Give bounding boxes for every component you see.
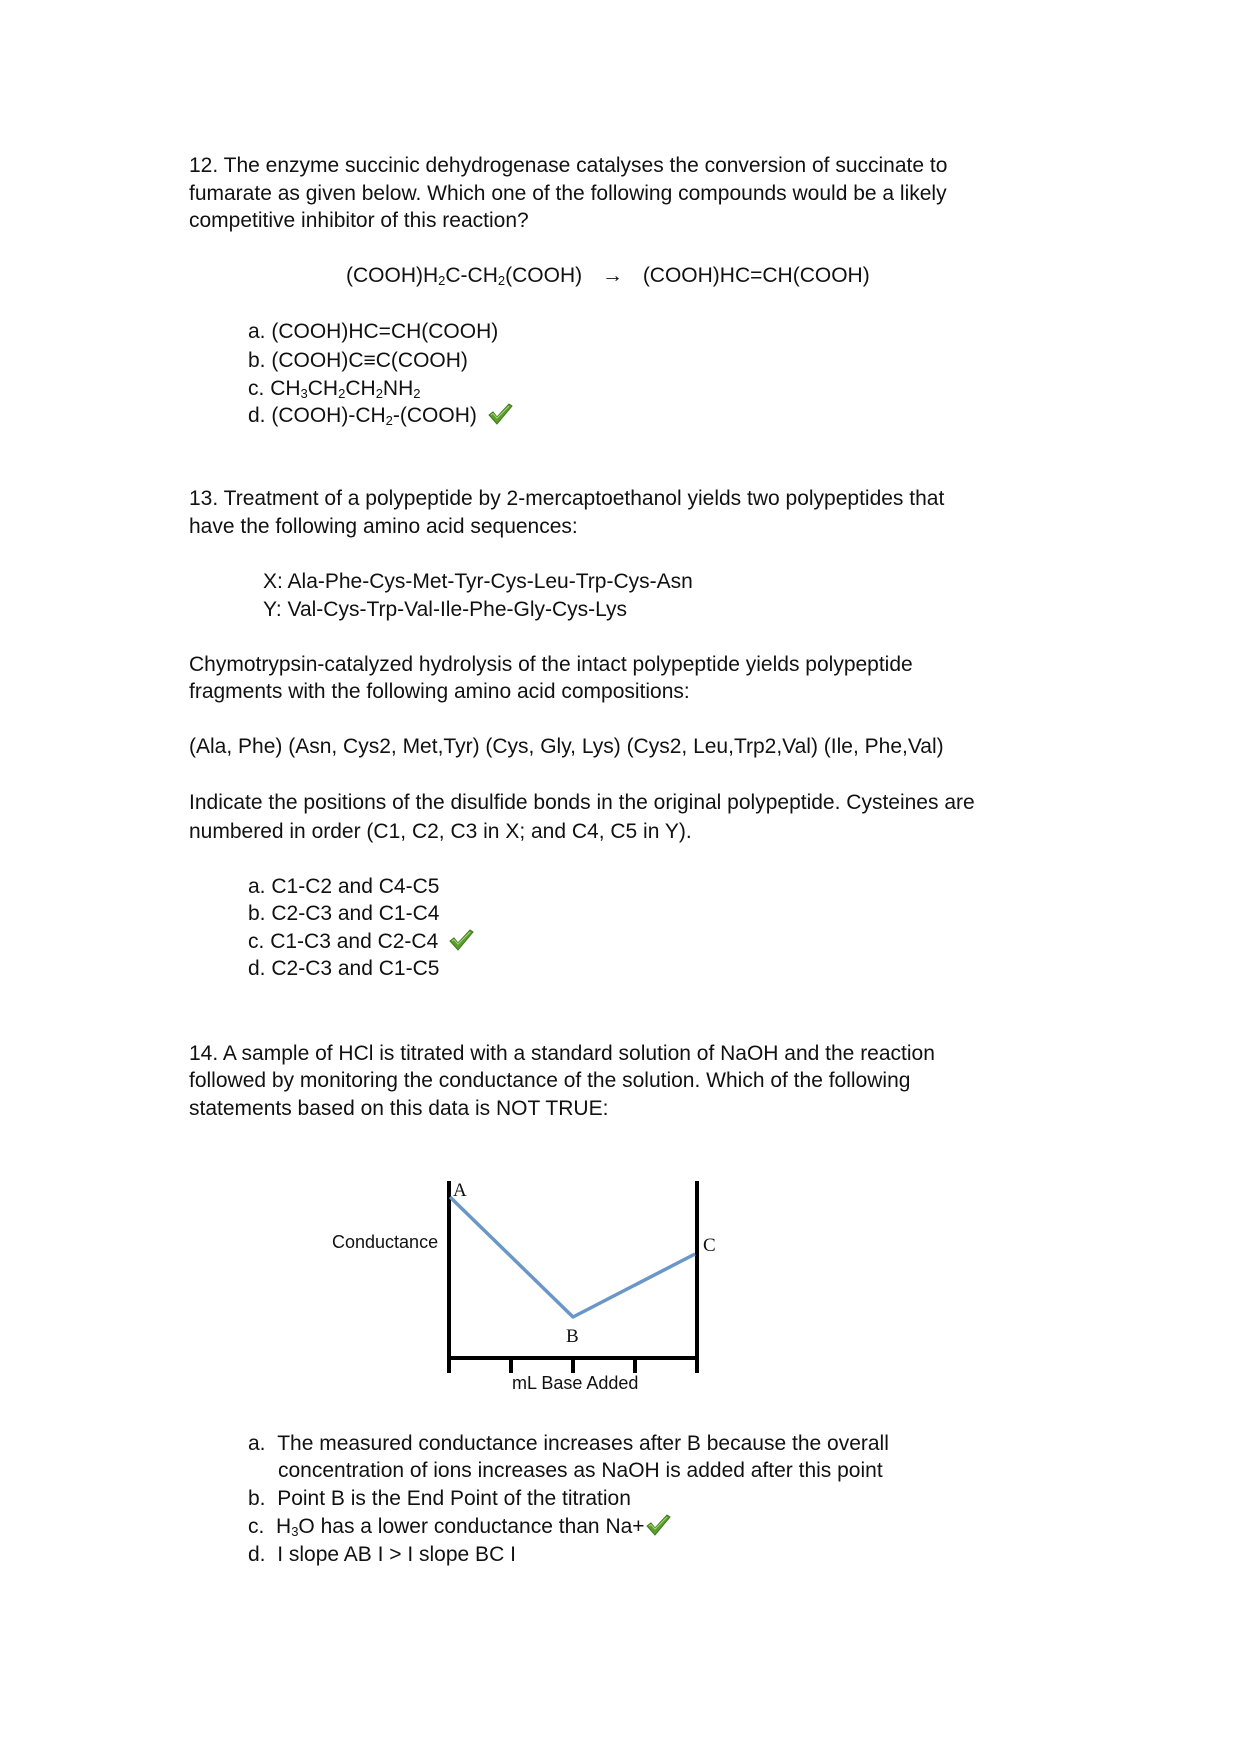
q12-option-a[interactable]: a. (COOH)HC=CH(COOH) xyxy=(248,320,499,343)
q13-fragments: (Ala, Phe) (Asn, Cys2, Met,Tyr) (Cys, Gly, Lys) (Cys2, Leu,Trp2,Val) (Ile, Phe,Val) xyxy=(189,735,944,758)
q14-text-line-1: 14. A sample of HCl is titrated with a standard solution of NaOH and the reaction xyxy=(189,1042,935,1065)
q13-option-b[interactable]: b. C2-C3 and C1-C4 xyxy=(248,902,440,925)
checkmark-icon xyxy=(448,928,474,952)
q12-option-c[interactable]: c. $CH_3CH_2CH_2NH_2$ xyxy=(248,377,421,401)
q14-option-d[interactable]: d. I slope AB I > I slope BC I xyxy=(248,1543,516,1566)
q14-option-a[interactable]: a. The measured conductance increases after B because the overall xyxy=(248,1432,889,1455)
q12-reaction-equation: $(COOH)H_2C-CH_2(COOH)$ → (COOH)HC=CH(COOH) xyxy=(346,264,870,288)
conductance-curve xyxy=(450,1197,695,1317)
q14-text-line-3: statements based on this data is NOT TRUE: xyxy=(189,1097,609,1120)
point-b-label: B xyxy=(566,1326,579,1347)
q13-indicate-line-1: Indicate the positions of the disulfide bonds in the original polypeptide. Cysteines are xyxy=(189,791,975,814)
q13-chymo-line-1: Chymotrypsin-catalyzed hydrolysis of the intact polypeptide yields polypeptide xyxy=(189,653,913,676)
checkmark-icon xyxy=(487,402,513,426)
q13-option-c[interactable]: c. C1-C3 and C2-C4 xyxy=(248,928,474,956)
q12-option-d[interactable]: d. $(COOH)-CH_2-(COOH)$ xyxy=(248,402,513,430)
reaction-arrow-icon: → xyxy=(601,264,623,287)
q12-text-line-2: fumarate as given below. Which one of the following compounds would be a likely xyxy=(189,182,947,205)
q13-option-a[interactable]: a. C1-C2 and C4-C5 xyxy=(248,875,440,898)
checkmark-icon xyxy=(645,1513,671,1537)
q14-option-a-line-2: concentration of ions increases as NaOH is added after this point xyxy=(278,1459,883,1482)
q12-option-b[interactable]: b. (COOH)C≡C(COOH) xyxy=(248,349,468,372)
q12-text-line-3: competitive inhibitor of this reaction? xyxy=(189,209,529,232)
q14-option-c[interactable]: c. $H_3O$ has a lower conductance than Na+ xyxy=(248,1513,671,1541)
q13-indicate-line-2: numbered in order (C1, C2, C3 in X; and C4, C5 in Y). xyxy=(189,820,692,843)
sequence-y: Y: Val-Cys-Trp-Val-Ile-Phe-Gly-Cys-Lys xyxy=(263,598,628,621)
y-axis-label: Conductance xyxy=(332,1232,439,1252)
q13-option-d[interactable]: d. C2-C3 and C1-C5 xyxy=(248,957,440,980)
point-a-label: A xyxy=(453,1180,467,1201)
q13-text-line-1: 13. Treatment of a polypeptide by 2-mercaptoethanol yields two polypeptides that xyxy=(189,487,945,510)
q14-option-b[interactable]: b. Point B is the End Point of the titration xyxy=(248,1487,631,1510)
point-c-label: C xyxy=(703,1235,716,1256)
q12-text-line-1: 12. The enzyme succinic dehydrogenase catalyses the conversion of succinate to xyxy=(189,154,948,177)
q13-text-line-2: have the following amino acid sequences: xyxy=(189,515,578,538)
x-axis-label: mL Base Added xyxy=(512,1373,639,1393)
q14-text-line-2: followed by monitoring the conductance of the solution. Which of the following xyxy=(189,1069,911,1092)
sequence-x: X: Ala-Phe-Cys-Met-Tyr-Cys-Leu-Trp-Cys-Asn xyxy=(263,570,693,593)
q13-chymo-line-2: fragments with the following amino acid compositions: xyxy=(189,680,690,703)
